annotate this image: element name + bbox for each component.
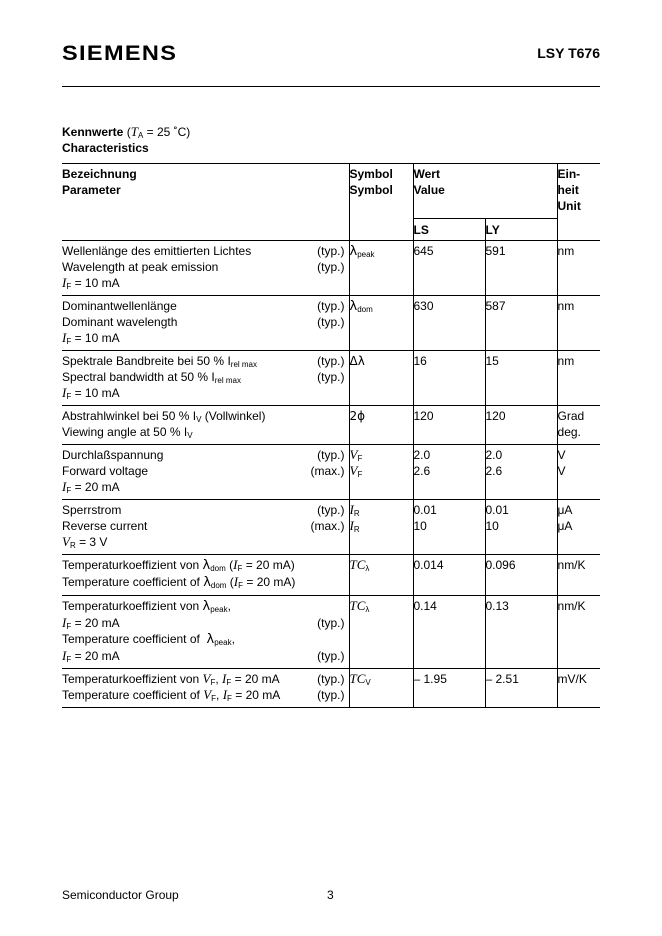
characteristics-table: [62, 163, 600, 708]
value-ly: 120: [485, 406, 557, 445]
header-symbol: Symbol Symbol: [349, 164, 413, 241]
table-row: [62, 296, 600, 351]
unit-cell: Grad deg.: [557, 406, 600, 445]
unit-cell: nm: [557, 296, 600, 351]
table-row: [62, 500, 600, 555]
section-title-de: Kennwerte ($T_A = 25$ ˚C): [62, 124, 191, 140]
value-ly: 0.096: [485, 555, 557, 596]
value-ly: 2.0 2.6: [485, 445, 557, 500]
brand-logo: SIEMENS: [62, 42, 178, 65]
symbol-cell: $TC_\lambda$: [349, 596, 413, 669]
table-row: [62, 351, 600, 406]
header-value: Wert Value: [413, 164, 557, 219]
table-row: [62, 669, 600, 708]
unit-cell: μA μA: [557, 500, 600, 555]
symbol-cell: Δλ: [349, 351, 413, 406]
table-row: [62, 596, 600, 669]
param-cell: Dominantwellenlänge (typ.) Dominant wavelength (typ.) $I_F = 10$ mA: [62, 296, 349, 351]
unit-cell: V V: [557, 445, 600, 500]
value-ls: 630: [413, 296, 485, 351]
value-ly: 0.13: [485, 596, 557, 669]
header-divider: [62, 86, 600, 87]
value-ls: 2.0 2.6: [413, 445, 485, 500]
param-cell: Sperrstrom (typ.) Reverse current (max.) $V_R = 3$ V: [62, 500, 349, 555]
symbol-cell: $\lambda_{peak}$: [349, 241, 413, 296]
symbol-cell: $\lambda_{dom}$: [349, 296, 413, 351]
param-cell: Temperaturkoeffizient von $\lambda_{peak}$, $I_F = 20$ mA (typ.) Temperature coefficient of $\lambda_{peak}$, $I_F = 20$ mA (typ.): [62, 596, 349, 669]
header-unit: Ein- heit Unit: [557, 164, 600, 241]
value-ls: 0.14: [413, 596, 485, 669]
section-heading: [62, 124, 190, 156]
value-ls: 0.01 10: [413, 500, 485, 555]
value-ly: 587: [485, 296, 557, 351]
section-title-en: Characteristics: [62, 141, 149, 155]
unit-cell: nm: [557, 241, 600, 296]
param-cell: Abstrahlwinkel bei 50 % $I_V$ (Vollwinkel) Viewing angle at 50 % $I_V$: [62, 406, 349, 445]
header-parameter: Bezeichnung Parameter: [62, 164, 349, 241]
value-ls: 16: [413, 351, 485, 406]
symbol-cell: $TC_V$: [349, 669, 413, 708]
value-ly: 15: [485, 351, 557, 406]
header-ly: LY: [485, 219, 557, 241]
symbol-cell: 2ϕ: [349, 406, 413, 445]
param-cell: Durchlaßspannung (typ.) Forward voltage (max.) $I_F = 20$ mA: [62, 445, 349, 500]
value-ly: 591: [485, 241, 557, 296]
value-ls: 0.014: [413, 555, 485, 596]
param-cell: Temperaturkoeffizient von $V_F$, $I_F = 20$ mA (typ.) Temperature coefficient of $V_F$, $I_F = 20$ mA (typ.): [62, 669, 349, 708]
value-ls: – 1.95: [413, 669, 485, 708]
param-cell: Spektrale Bandbreite bei 50 % $I_{rel max}$ (typ.) Spectral bandwidth at 50 % $I_{rel max}$ (typ.) $I_F = 10$ mA: [62, 351, 349, 406]
value-ls: 645: [413, 241, 485, 296]
value-ly: – 2.51: [485, 669, 557, 708]
unit-cell: mV/K: [557, 669, 600, 708]
page-number: 3: [327, 888, 334, 902]
document-id: LSY T676: [537, 45, 600, 61]
value-ly: 0.01 10: [485, 500, 557, 555]
table-row: [62, 555, 600, 596]
footer-company: Semiconductor Group: [62, 888, 179, 902]
symbol-cell: $I_R$ $I_R$: [349, 500, 413, 555]
table-header-row: [62, 164, 600, 219]
symbol-cell: $TC_\lambda$: [349, 555, 413, 596]
table-row: [62, 406, 600, 445]
param-cell: Wellenlänge des emittierten Lichtes (typ.) Wavelength at peak emission (typ.) $I_F = 10$ mA: [62, 241, 349, 296]
param-cell: Temperaturkoeffizient von $\lambda_{dom}$ ($I_F = 20$ mA) Temperature coefficient of $\lambda_{dom}$ ($I_F = 20$ mA): [62, 555, 349, 596]
symbol-cell: $V_F$ $V_F$: [349, 445, 413, 500]
header-ls: LS: [413, 219, 485, 241]
unit-cell: nm/K: [557, 596, 600, 669]
table-row: [62, 445, 600, 500]
value-ls: 120: [413, 406, 485, 445]
unit-cell: nm/K: [557, 555, 600, 596]
unit-cell: nm: [557, 351, 600, 406]
table-row: [62, 241, 600, 296]
